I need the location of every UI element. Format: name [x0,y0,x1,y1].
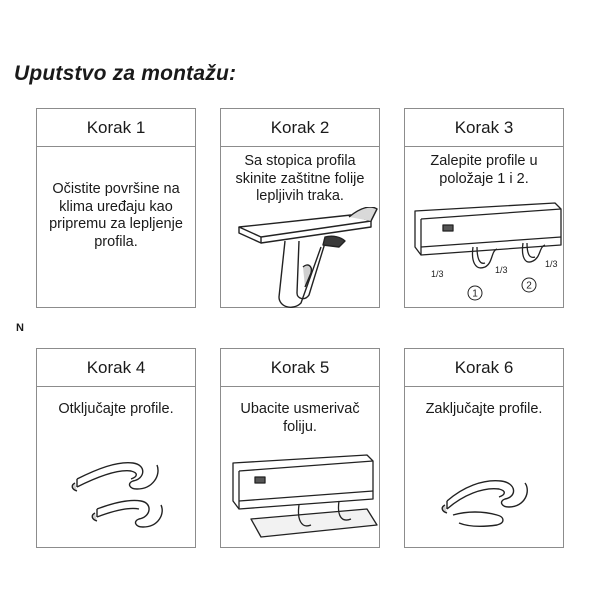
page-title: Uputstvo za montažu: [14,62,237,85]
step-card-1 [36,108,196,308]
step-body [405,387,563,547]
insert-deflector-illustration [221,449,379,549]
unlock-profile-illustration [37,435,195,545]
step-body [221,387,379,547]
step-card-2 [220,108,380,308]
step-header: Korak 2 [221,109,379,147]
step-header: Korak 3 [405,109,563,147]
step-text: Zalepite profile u položaje 1 i 2. [430,153,538,187]
step-card-3 [404,108,564,308]
lock-profile-illustration [405,441,563,551]
step-card-6 [404,348,564,548]
third-label: 1/3 [545,259,558,269]
step-card-5 [220,348,380,548]
step-text: Otključajte profile. [58,401,174,417]
step-text: Očistite površine na klima uređaju kao pripremu za lepljenje profila. [49,181,183,250]
side-mark: N [16,322,24,334]
step-header: Korak 5 [221,349,379,387]
third-label: 1/3 [431,269,444,279]
ac-unit-positions-illustration [405,199,563,309]
step-card-4 [36,348,196,548]
step-body [405,147,563,307]
position-1-label: 1 [472,288,478,300]
step-header: Korak 1 [37,109,195,147]
step-text: Zaključajte profile. [425,401,543,417]
step-header: Korak 6 [405,349,563,387]
step-body [221,147,379,307]
step-body [37,147,195,307]
step-text: Ubacite usmerivač foliju. [240,401,360,435]
step-header: Korak 4 [37,349,195,387]
step-text: Sa stopica profila skinite zaštitne folije lepljivih traka. [235,153,365,204]
step-body [37,387,195,547]
third-label: 1/3 [495,265,508,275]
profile-peel-illustration [221,207,379,317]
position-2-label: 2 [526,280,532,292]
